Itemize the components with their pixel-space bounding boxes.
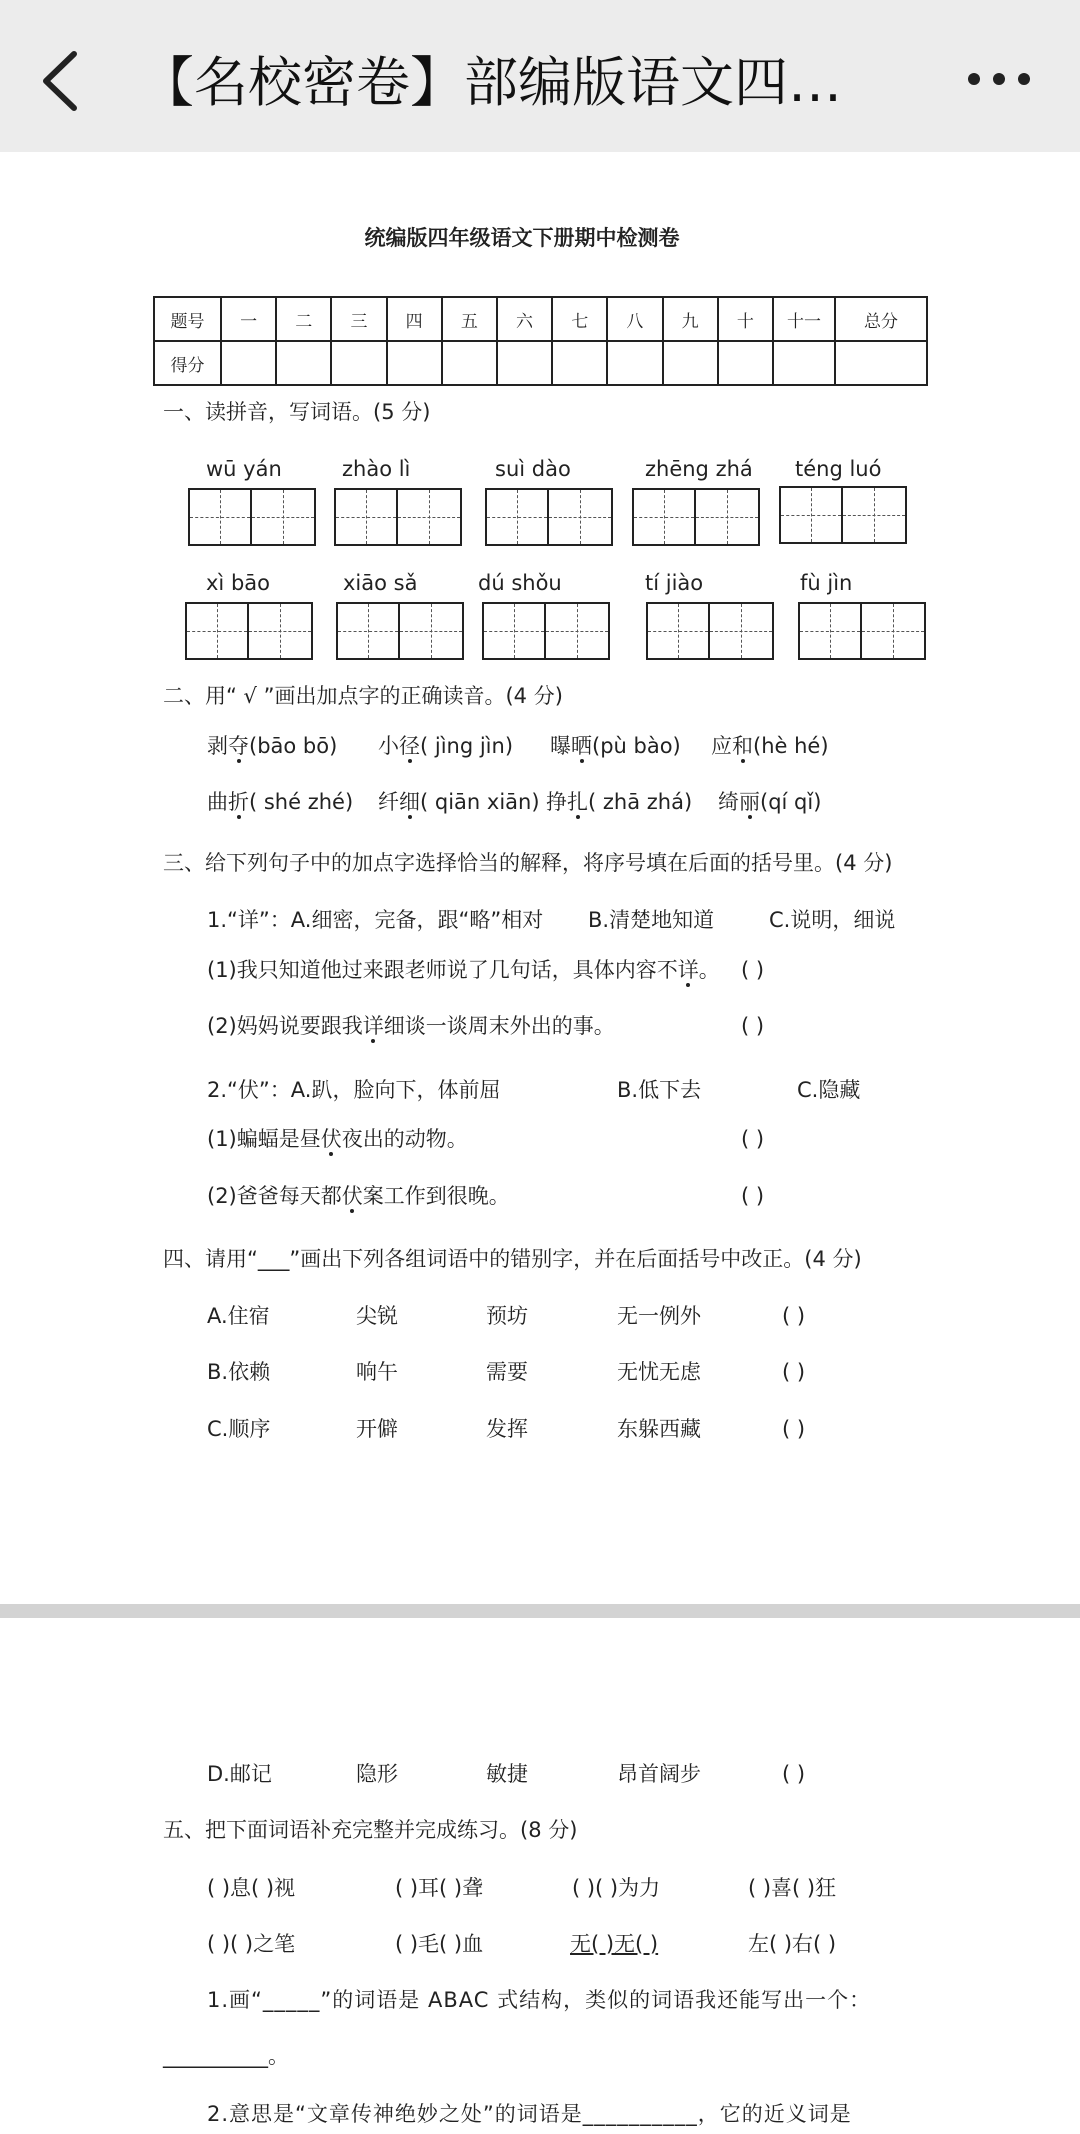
score-table-score-row: [154, 341, 927, 385]
answer-blank[interactable]: ( ): [782, 1360, 806, 1384]
answer-option: C.隐藏: [797, 1078, 861, 1102]
document-page-1: [0, 152, 1080, 1604]
writing-grid[interactable]: [334, 488, 462, 546]
score-cell: [387, 341, 442, 385]
score-cell: [442, 341, 497, 385]
score-cell: [221, 341, 276, 385]
score-cell: [331, 341, 386, 385]
fill-in-word-underlined[interactable]: 无( )无( ): [570, 1932, 659, 1956]
score-cell: [607, 341, 662, 385]
answer-blank[interactable]: __________。: [163, 2044, 289, 2068]
word-group-item: 开僻: [356, 1417, 398, 1441]
answer-blank[interactable]: ( ): [782, 1304, 806, 1328]
question-sentence: (1)我只知道他过来跟老师说了几句话，具体内容不详。: [207, 958, 720, 982]
pinyin-label: tí jiào: [645, 571, 704, 595]
pinyin-label: wū yán: [206, 457, 282, 481]
fill-in-word[interactable]: ( )( )为力: [572, 1876, 661, 1900]
word-group-item: A.住宿: [207, 1304, 270, 1328]
answer-option: B.低下去: [617, 1078, 702, 1102]
question-sentence: (1)蝙蝠是昼伏夜出的动物。: [207, 1127, 468, 1151]
score-cell: [835, 341, 927, 385]
fill-in-word[interactable]: ( )喜( )狂: [748, 1876, 837, 1900]
page-divider: [0, 1604, 1080, 1618]
writing-grid[interactable]: [798, 602, 926, 660]
pronunciation-item: 纤细( qiān xiān): [378, 790, 540, 814]
answer-blank[interactable]: ( ): [782, 1762, 806, 1786]
score-table-header-cell: 十: [718, 297, 773, 341]
pronunciation-item: 绮丽(qí qǐ): [718, 790, 822, 814]
score-table-header-cell: 五: [442, 297, 497, 341]
pronunciation-item: 曲折( shé zhé): [207, 790, 354, 814]
score-table-header-cell: 十一: [773, 297, 835, 341]
pinyin-label: xì bāo: [206, 571, 270, 595]
document-title: 统编版四年级语文下册期中检测卷: [364, 226, 680, 250]
score-cell: [718, 341, 773, 385]
pronunciation-item: 小径( jìng jìn): [378, 734, 514, 758]
writing-grid[interactable]: [632, 488, 760, 546]
question-stem: 1.“详”：A.细密，完备，跟“略”相对: [207, 908, 544, 932]
section-3-heading: 三、给下列句子中的加点字选择恰当的解释，将序号填在后面的括号里。(4 分): [163, 851, 893, 875]
score-table: [153, 296, 928, 386]
fill-in-word[interactable]: ( )息( )视: [207, 1876, 296, 1900]
score-table-header-cell: 四: [387, 297, 442, 341]
section-4-heading: 四、请用“___”画出下列各组词语中的错别字，并在后面括号中改正。(4 分): [163, 1247, 862, 1271]
score-cell: [773, 341, 835, 385]
score-table-header-cell: 一: [221, 297, 276, 341]
question-stem: 2.“伏”：A.趴，脸向下，体前屈: [207, 1078, 501, 1102]
top-bar: [0, 0, 1080, 152]
word-group-item: 预坊: [486, 1304, 528, 1328]
word-group-item: 需要: [486, 1360, 528, 1384]
score-table-header-cell: 三: [331, 297, 386, 341]
score-table-header-cell: 题号: [154, 297, 221, 341]
section-1-heading: 一、读拼音，写词语。(5 分): [163, 400, 431, 424]
pinyin-label: zhēng zhá: [645, 457, 753, 481]
more-options-icon[interactable]: [964, 64, 1034, 94]
page-title: 【名校密卷】部编版语文四…: [140, 51, 842, 114]
pronunciation-item: 剥夺(bāo bō): [207, 734, 338, 758]
word-group-item: 东躲西藏: [617, 1417, 701, 1441]
word-group-item: 隐形: [356, 1762, 398, 1786]
score-cell: [497, 341, 552, 385]
pronunciation-item: 曝晒(pù bào): [550, 734, 681, 758]
section-2-heading: 二、用“ √ ”画出加点字的正确读音。(4 分): [163, 684, 563, 708]
writing-grid[interactable]: [485, 488, 613, 546]
score-table-header-cell: 总分: [835, 297, 927, 341]
fill-in-word[interactable]: ( )( )之笔: [207, 1932, 296, 1956]
word-group-item: 无忧无虑: [617, 1360, 701, 1384]
score-table-header-cell: 八: [607, 297, 662, 341]
pinyin-label: dú shǒu: [478, 571, 562, 595]
word-group-item: 响午: [356, 1360, 398, 1384]
score-table-header-cell: 二: [276, 297, 331, 341]
score-table-header-cell: 九: [663, 297, 718, 341]
writing-grid[interactable]: [336, 602, 464, 660]
pinyin-label: téng luó: [795, 457, 882, 481]
score-table-header-row: [154, 297, 927, 341]
fill-in-word[interactable]: ( )毛( )血: [395, 1932, 484, 1956]
writing-grid[interactable]: [185, 602, 313, 660]
question-sentence: (2)妈妈说要跟我详细谈一谈周末外出的事。: [207, 1014, 615, 1038]
answer-option: B.清楚地知道: [588, 908, 715, 932]
score-cell: [552, 341, 607, 385]
exercise-question: 1.画“_____”的词语是 ABAC 式结构，类似的词语我还能写出一个：: [207, 1988, 872, 2012]
document-page-2: [0, 1618, 1080, 2134]
answer-blank[interactable]: ( ): [782, 1417, 806, 1441]
word-group-item: 昂首阔步: [617, 1762, 701, 1786]
score-table-row-label: 得分: [154, 341, 221, 385]
back-arrow-icon[interactable]: [36, 46, 96, 116]
word-group-item: D.邮记: [207, 1762, 272, 1786]
answer-blank[interactable]: ( ): [741, 1184, 765, 1208]
answer-blank[interactable]: ( ): [741, 1014, 765, 1038]
pronunciation-item: 应和(hè hé): [711, 734, 829, 758]
writing-grid[interactable]: [188, 488, 316, 546]
writing-grid[interactable]: [779, 486, 907, 544]
pinyin-label: xiāo sǎ: [343, 571, 418, 595]
pinyin-label: suì dào: [495, 457, 571, 481]
score-cell: [663, 341, 718, 385]
score-cell: [276, 341, 331, 385]
writing-grid[interactable]: [646, 602, 774, 660]
word-group-item: 敏捷: [486, 1762, 528, 1786]
exercise-question: 2.意思是“文章传神绝妙之处”的词语是__________，它的近义词是: [207, 2102, 852, 2126]
fill-in-word[interactable]: 左( )右( ): [748, 1932, 837, 1956]
answer-option: C.说明，细说: [769, 908, 896, 932]
answer-blank[interactable]: ( ): [741, 1127, 765, 1151]
writing-grid[interactable]: [482, 602, 610, 660]
section-5-heading: 五、把下面词语补充完整并完成练习。(8 分): [163, 1818, 578, 1842]
word-group-item: 无一例外: [617, 1304, 701, 1328]
pinyin-label: fù jìn: [800, 571, 853, 595]
score-table-header-cell: 六: [497, 297, 552, 341]
answer-blank[interactable]: ( ): [741, 958, 765, 982]
pinyin-label: zhào lì: [342, 457, 411, 481]
question-sentence: (2)爸爸每天都伏案工作到很晚。: [207, 1184, 510, 1208]
word-group-item: 尖锐: [356, 1304, 398, 1328]
score-table-header-cell: 七: [552, 297, 607, 341]
word-group-item: C.顺序: [207, 1417, 271, 1441]
word-group-item: 发挥: [486, 1417, 528, 1441]
word-group-item: B.依赖: [207, 1360, 271, 1384]
pronunciation-item: 挣扎( zhā zhá): [546, 790, 693, 814]
fill-in-word[interactable]: ( )耳( )聋: [395, 1876, 484, 1900]
